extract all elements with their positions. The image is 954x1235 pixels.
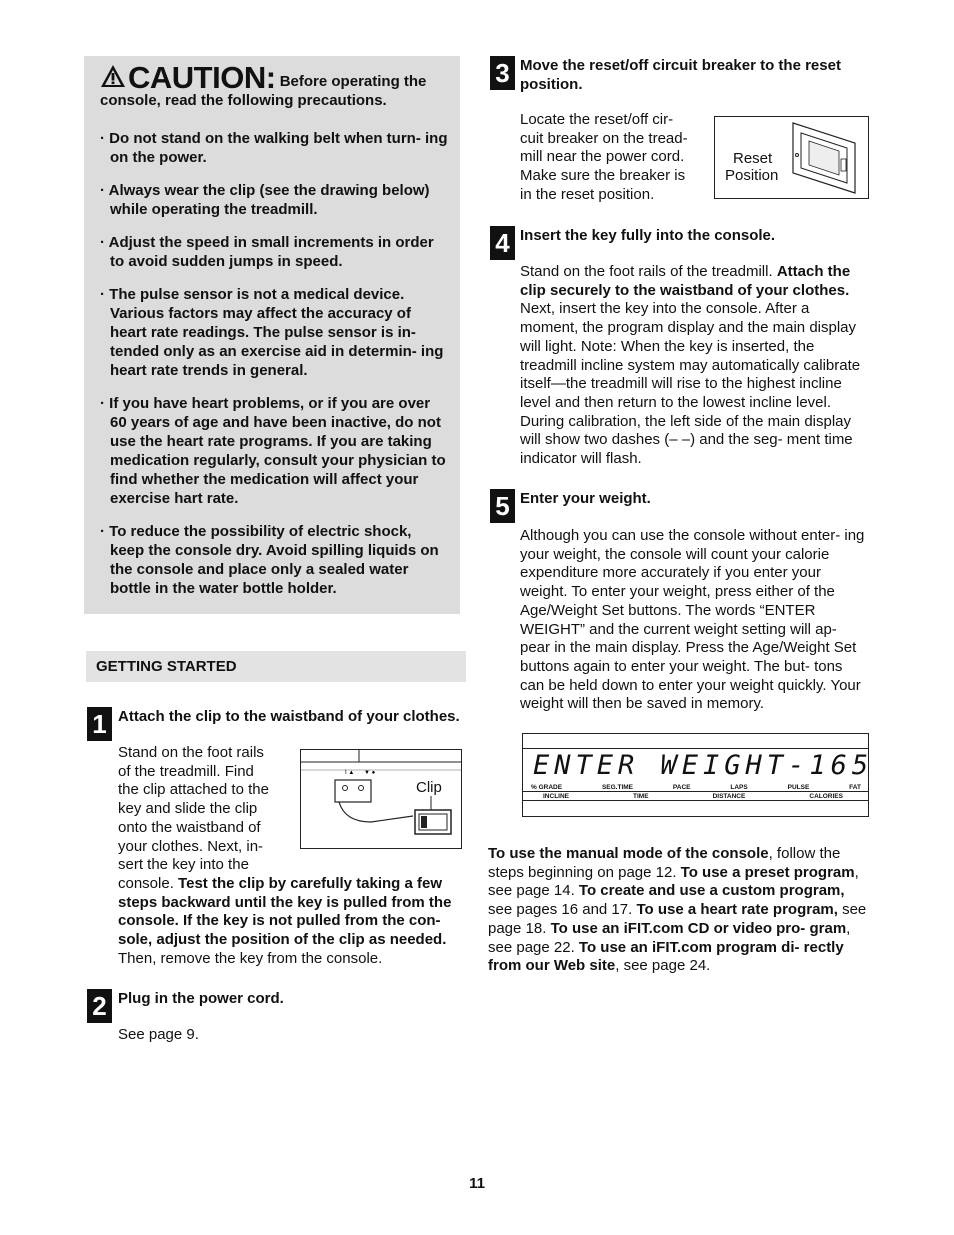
reset-figure [714,116,869,199]
step-4-text [520,263,870,469]
step-1-text-wrap: Stand on the foot rails of the treadmill. Find the clip attached to the key and slide the clip onto the waistband of your clothes. Next, in- sert the key into the [118,744,269,874]
step-1-text-bold: Test the clip by carefully taking a few steps backward until the key is pulled from the console. If the key is not pulled from the con- sole, adjust the position of the clip as needed. [118,875,452,949]
programs-web-text: , see page 24. [615,957,711,975]
step-5-number: 5 [490,489,515,523]
display-small-label: FAT [849,784,861,791]
step-3-heading: Move the reset/off circuit breaker to the reset position. [520,57,841,93]
caution-word: CAUTION: [128,60,276,95]
step-1-heading: Attach the clip to the waistband of your clothes. [118,708,460,725]
programs-custom-text: see pages 16 and 17. [488,901,633,919]
programs-paragraph [488,845,870,976]
step-3-number: 3 [490,56,515,90]
main-display-figure [522,733,874,817]
step-5-heading: Enter your weight. [520,490,651,507]
clip-figure [300,749,462,849]
caution-bullet-list [100,129,448,612]
step-1-text-a: console. [118,875,174,892]
programs-manual-text: , follow the steps beginning on page 12. [488,845,841,881]
step-2-heading: Plug in the power cord. [118,990,284,1007]
caution-bullet: · The pulse sensor is not a medical device. Various factors may affect the accuracy of heart rate readings. The pulse sensor is in- tended only as an exercise aid in determin- ing heart rate trends in general. [100,286,444,379]
display-labels [543,793,843,800]
display-small-label: % GRADE [531,784,563,791]
step-4-heading: Insert the key fully into the console. [520,227,776,244]
display-small-labels [531,784,861,791]
getting-started-title: GETTING STARTED [96,658,237,675]
programs-custom-bold: To create and use a custom program, [578,882,845,900]
programs-cd-bold: To use an iFIT.com CD or video pro- gram [550,919,847,937]
caution-bullet: · If you have heart problems, or if you are over 60 years of age and have been inactive, do not use the heart rate programs. If you are taking medication regularly, consult your physician to find whether the medication will affect your exercise hart rate. [100,395,446,507]
svg-text:▼ ●: ▼ ● [364,770,376,776]
position-label: Position [725,167,779,184]
display-text: ENTER WEIGHT-165 [533,750,874,781]
programs-heartrate-bold: To use a heart rate program, [636,901,838,919]
page-number: 11 [469,1175,485,1192]
caution-heading [100,60,450,110]
caution-bullet: · Do not stand on the walking belt when turn- ing on the power. [100,130,448,166]
programs-web-bold: To use an iFIT.com program di- rectly from our Web site [488,938,844,975]
step-4-text-b: Next, insert the key into the console. After a moment, the program display and the main display will light. Note: When the key is inserted, the treadmill incline system may automatically calibrate itself—the treadmill will rise to the highest incline level and then return to the lowest incline level. During calibration, the left side of the main display will show two dashes (– –) and the seg- ment time indicator will flash. [520,300,861,468]
display-label-distance: DISTANCE [712,793,746,800]
svg-text:I ▲: I ▲ [345,770,355,776]
caution-bullet: · Adjust the speed in small increments in order to avoid sudden jumps in speed. [100,234,434,270]
step-1-text-b: Then, remove the key from the console. [118,949,383,967]
step-4-text-a: Stand on the foot rails of the treadmill. [520,263,773,280]
display-small-label: PACE [672,784,691,791]
reset-label: Reset [733,150,773,167]
display-small-label: LAPS [730,784,748,791]
step-4-text-bold: Attach the clip securely to the waistband of your clothes. [520,263,851,299]
display-label-time: TIME [633,793,649,800]
caution-bullet: · To reduce the possibility of electric shock, keep the console dry. Avoid spilling liquids on the console and place only a sealed water bottle in the water bottle holder. [100,523,439,597]
step-2-number: 2 [87,989,112,1023]
step-1-text-rest [118,875,468,969]
step-3-text: Locate the reset/off cir- cuit breaker on the tread- mill near the power cord. Make sure the breaker is in the reset position. [520,111,688,203]
display-small-label: PULSE [787,784,810,791]
programs-preset-bold: To use a preset program [680,863,855,881]
step-2-text: See page 9. [118,1026,199,1043]
display-label-incline: INCLINE [543,793,569,800]
programs-preset-text: , see page 14. [488,863,859,900]
programs-cd-text: , see page 22. [488,919,851,956]
programs-manual-bold: To use the manual mode of the console [488,845,769,862]
step-5-text: Although you can use the console without enter- ing your weight, the console will count your calorie expenditure more accurately if you enter your weight. To enter your weight, press either of the Age/Weight Set buttons. The words “ENTER WEIGHT” and the current weight setting will ap- pear in the main display. Press the Age/Weight Set buttons again to enter your weight. The but- tons can be held down to enter your weight quickly. Your weight will then be saved in memory. [520,527,865,713]
step-4-number: 4 [490,226,515,260]
display-small-label: SEG.TIME [601,784,634,791]
warning-triangle-icon [100,64,126,88]
display-label-calories: CALORIES [809,793,843,800]
caution-intro-line2: console, read the following precautions. [100,92,387,109]
caution-bullet: · Always wear the clip (see the drawing below) while operating the treadmill. [100,182,430,218]
programs-heartrate-text: see page 18. [488,901,867,937]
caution-intro-tail: Before operating the [279,73,427,90]
console-clip-drawing [301,750,461,848]
clip-label: Clip [416,779,442,796]
step-1-number: 1 [87,707,112,741]
